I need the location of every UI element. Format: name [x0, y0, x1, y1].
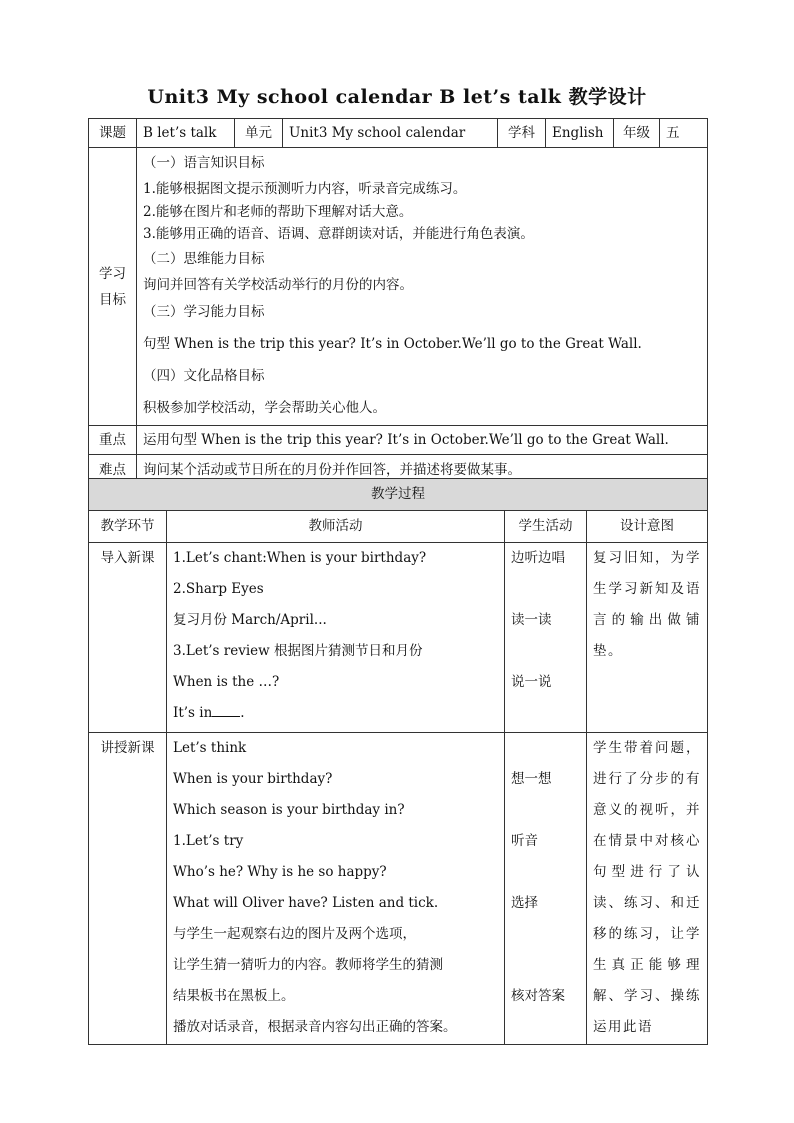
page-title: Unit3 My school calendar B let’s talk 教学设计: [147, 86, 647, 108]
teacher-line: Which season is your birthday in?: [173, 802, 405, 818]
topic-value: B let’s talk: [137, 119, 235, 148]
column-header: 设计意图: [587, 511, 708, 543]
teacher-line: When is your birthday?: [173, 771, 333, 787]
column-header: 教师活动: [167, 511, 505, 543]
goal-line: （一）语言知识目标: [143, 155, 265, 171]
student-line: 读一读: [511, 612, 552, 628]
student-line: [511, 1012, 580, 1043]
teacher-line: 3.Let’s review 根据图片猜测节日和月份: [173, 643, 423, 659]
goal-line: （三）学习能力目标: [143, 304, 265, 320]
key-point-text: 运用句型 When is the trip this year? It’s in October.We’ll go to the Great Wall.: [137, 426, 708, 455]
goal-line: 1.能够根据图文提示预测听力内容，听录音完成练习。: [143, 181, 467, 197]
info-table: [88, 118, 708, 486]
student-line: [511, 636, 580, 667]
student-line: 想一想: [511, 771, 552, 787]
goals-content: [137, 148, 708, 426]
student-line: 核对答案: [511, 988, 565, 1004]
intro-stage: 导入新课: [89, 543, 167, 733]
difficulty-label: 难点: [89, 455, 137, 486]
teacher-line: Let’s think: [173, 740, 247, 756]
unit-value: Unit3 My school calendar: [283, 119, 498, 148]
goals-label: [89, 148, 137, 426]
fill-blank: [212, 702, 240, 717]
teacher-line: 1.Let’s try: [173, 833, 244, 849]
goals-label-line: 学习: [99, 265, 126, 282]
intro-intent: 复习旧知，为学生学习新知及语言的输出做铺垫。: [587, 543, 708, 733]
goal-line: 3.能够用正确的语音、语调、意群朗读对话，并能进行角色表演。: [143, 226, 534, 242]
process-header: 教学过程: [89, 479, 708, 511]
student-line: [511, 733, 580, 764]
student-line: 选择: [511, 895, 538, 911]
difficulty-text: 询问某个活动或节日所在的月份并作回答，并描述将要做某事。: [137, 455, 708, 486]
teach-stage: 讲授新课: [89, 733, 167, 1045]
goal-line: 句型 When is the trip this year? It’s in October.We’ll go to the Great Wall.: [143, 336, 642, 352]
column-header: 学生活动: [505, 511, 587, 543]
teacher-line: 与学生一起观察右边的图片及两个选项，: [173, 926, 416, 942]
teacher-line: Who’s he? Why is he so happy?: [173, 864, 387, 880]
goal-line: 2.能够在图片和老师的帮助下理解对话大意。: [143, 204, 413, 220]
grade-value: 五: [660, 119, 708, 148]
grade-label: 年级: [614, 119, 660, 148]
goal-line: （二）思维能力目标: [143, 251, 265, 267]
teacher-line: 结果板书在黑板上。: [173, 988, 295, 1004]
subject-label: 学科: [498, 119, 546, 148]
teacher-line: When is the …?: [173, 674, 280, 690]
teacher-line: 播放对话录音，根据录音内容勾出正确的答案。: [173, 1019, 457, 1035]
student-line: 听音: [511, 833, 538, 849]
student-line: [511, 919, 580, 950]
key-point-label: 重点: [89, 426, 137, 455]
teacher-line-blank: It’s in .: [173, 698, 498, 729]
teach-teacher: [167, 733, 505, 1045]
teacher-line: 2.Sharp Eyes: [173, 581, 264, 597]
topic-label: 课题: [89, 119, 137, 148]
teach-intent: 学生带着问题，进行了分步的有意义的视听，并在情景中对核心句型进行了认读、练习、和迁移的练习，让学生真正能够理解、学习、操练运用此语: [587, 733, 708, 1045]
goal-line: （四）文化品格目标: [143, 368, 265, 384]
student-line: 边听边唱: [511, 550, 565, 566]
goals-label-line: 目标: [99, 291, 126, 308]
teacher-line: It’s in: [173, 705, 213, 721]
student-line: [511, 950, 580, 981]
teach-student: [505, 733, 587, 1045]
student-line: 说一说: [511, 674, 552, 690]
column-header: 教学环节: [89, 511, 167, 543]
unit-label: 单元: [235, 119, 283, 148]
goal-line: 积极参加学校活动，学会帮助关心他人。: [143, 400, 386, 416]
teacher-line: 让学生猜一猜听力的内容。教师将学生的猜测: [173, 957, 443, 973]
student-line: [511, 574, 580, 605]
intro-student: [505, 543, 587, 733]
subject-value: English: [546, 119, 614, 148]
student-line: [511, 795, 580, 826]
student-line: [511, 857, 580, 888]
teacher-line: What will Oliver have? Listen and tick.: [173, 895, 439, 911]
goal-line: 询问并回答有关学校活动举行的月份的内容。: [143, 277, 413, 293]
process-table: [88, 478, 708, 1045]
student-line: [511, 698, 580, 729]
teacher-line: 1.Let’s chant:When is your birthday?: [173, 550, 427, 566]
intro-teacher: [167, 543, 505, 733]
teacher-line: 复习月份 March/April...: [173, 612, 327, 628]
